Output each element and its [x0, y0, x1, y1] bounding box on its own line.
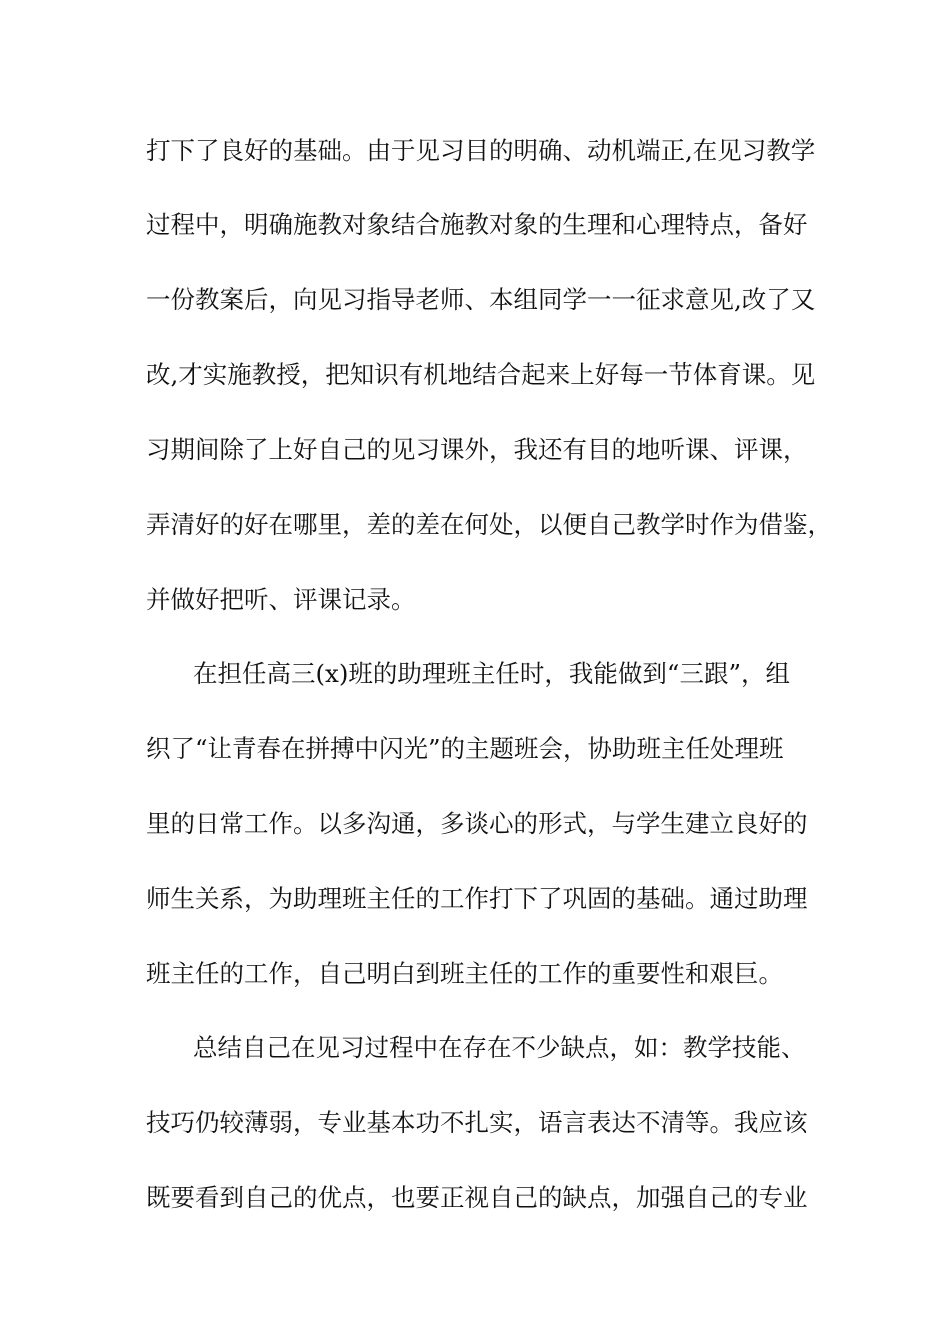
text-line: 弄清好的好在哪里，差的差在何处，以便自己教学时作为借鉴，: [146, 510, 832, 539]
text-line: 习期间除了上好自己的见习课外，我还有目的地听课、评课，: [146, 435, 808, 464]
text-line: 一份教案后，向见习指导老师、本组同学一一征求意见,改了又: [146, 285, 816, 314]
text-line: 里的日常工作。以多沟通，多谈心的形式，与学生建立良好的: [146, 809, 808, 838]
text-line: 技巧仍较薄弱，专业基本功不扎实，语言表达不清等。我应该: [146, 1108, 808, 1137]
text-line: 并做好把听、评课记录。: [146, 585, 416, 614]
paragraph-first-line: 在担任高三(x)班的助理班主任时，我能做到“三跟”，组: [193, 659, 790, 688]
text-line: 班主任的工作，自己明白到班主任的工作的重要性和艰巨。: [146, 959, 783, 988]
text-line: 改,才实施教授，把知识有机地结合起来上好每一节体育课。见: [146, 360, 816, 389]
text-line: 织了“让青春在拼搏中闪光”的主题班会，协助班主任处理班: [146, 734, 784, 763]
text-line: 师生关系，为助理班主任的工作打下了巩固的基础。通过助理: [146, 884, 808, 913]
text-line: 打下了良好的基础。由于见习目的明确、动机端正,在见习教学: [146, 136, 816, 165]
text-line: 过程中，明确施教对象结合施教对象的生理和心理特点，备好: [146, 210, 808, 239]
paragraph-first-line: 总结自己在见习过程中在存在不少缺点，如：教学技能、: [193, 1033, 806, 1062]
text-line: 既要看到自己的优点，也要正视自己的缺点，加强自己的专业: [146, 1183, 808, 1212]
